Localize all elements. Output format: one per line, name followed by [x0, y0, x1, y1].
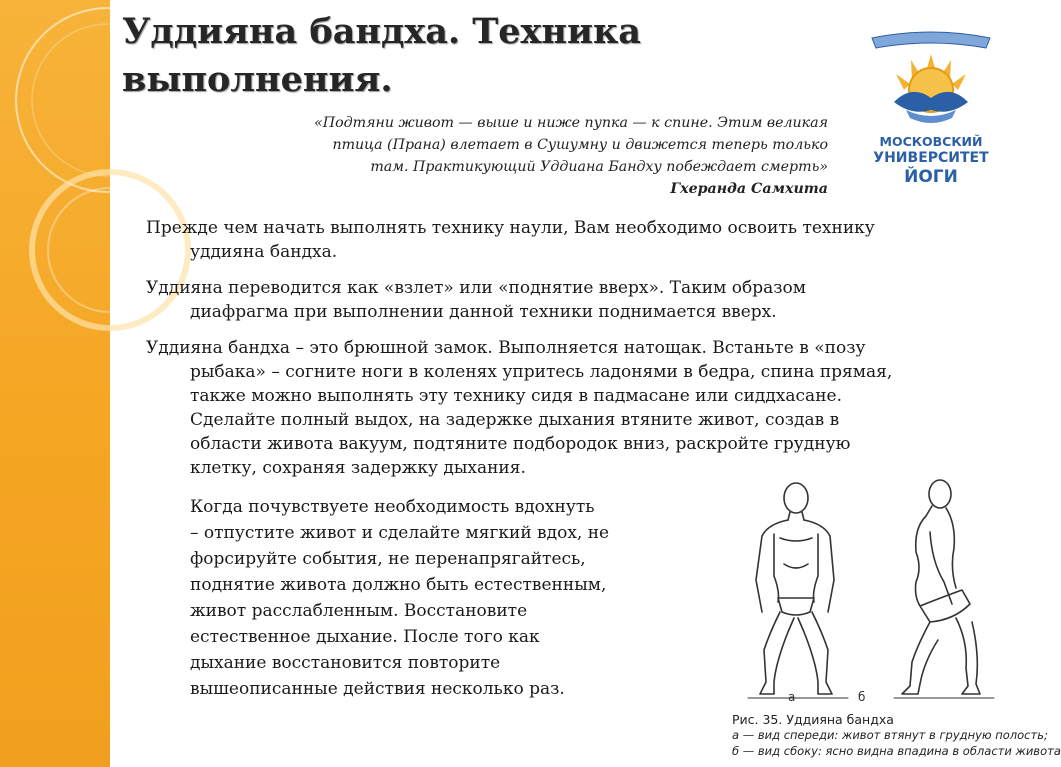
paragraph-recovery-line-1: Когда почувствуете необходимость вдохнуть: [190, 497, 595, 517]
paragraph-intro-line-2: уддияна бандха.: [190, 242, 338, 262]
paragraph-recovery-line-3: форсируйте события, не перенапрягайтесь,: [190, 549, 586, 569]
paragraph-recovery-line-7: дыхание восстановится повторите: [190, 653, 501, 673]
logo-text-line-2: УНИВЕРСИТЕТ: [873, 150, 989, 166]
epigraph-line-1: «Подтяни живот — выше и ниже пупка — к спине. Этим великая: [314, 115, 828, 131]
epigraph-author: Гхеранда Самхита: [670, 181, 828, 197]
side-decoration-band: [0, 0, 110, 767]
paragraph-technique-line-3: также можно выполнять эту технику сидя в падмасане или сиддхасане.: [190, 386, 842, 406]
front-view-figure: [756, 483, 834, 694]
paragraph-recovery-line-6: естественное дыхание. После того как: [190, 627, 540, 647]
paragraph-technique-line-5: области живота вакуум, подтяните подбородок вниз, раскройте грудную: [190, 434, 851, 454]
uddiyana-figure: [718, 472, 1061, 764]
logo-emblem-icon: [866, 24, 996, 132]
paragraph-recovery-line-4: поднятие живота должно быть естественным,: [190, 575, 607, 595]
paragraph-recovery: [190, 494, 660, 702]
paragraph-technique-line-1: Уддияна бандха – это брюшной замок. Выполняется натощак. Встаньте в «позу: [146, 338, 866, 358]
figure-legend-a: а — вид спереди: живот втянут в грудную полость;: [732, 728, 1048, 742]
paragraph-intro: [146, 216, 976, 264]
title-line-1: Уддияна бандха. Техника: [122, 11, 641, 52]
paragraph-translation-line-2: диафрагма при выполнении данной техники поднимается вверх.: [190, 302, 777, 322]
title-line-2: выполнения.: [122, 59, 393, 100]
side-view-figure: [902, 480, 980, 694]
paragraph-technique-line-2: рыбака» – согните ноги в коленях упритесь ладонями в бедра, спина прямая,: [190, 362, 893, 382]
figure-legend-b: б — вид сбоку: ясно видна впадина в области живота: [732, 744, 1061, 758]
paragraph-translation: [146, 276, 976, 324]
paragraph-recovery-line-5: живот расслабленным. Восстановите: [190, 601, 528, 621]
slide-title: [122, 8, 822, 104]
epigraph-line-2: птица (Прана) влетает в Сушумну и движется теперь только: [332, 137, 828, 153]
paragraph-technique: [146, 336, 976, 480]
epigraph-quote: [200, 112, 828, 200]
figure-caption: Рис. 35. Уддияна бандха: [732, 712, 894, 727]
paragraph-recovery-line-2: – отпустите живот и сделайте мягкий вдох, не: [190, 523, 610, 543]
decorative-arcs: [0, 0, 110, 767]
paragraph-technique-line-4: Сделайте полный выдох, на задержке дыхания втяните живот, создав в: [190, 410, 840, 430]
figure-label-b: б: [858, 690, 866, 704]
logo-text-line-3: ЙОГИ: [904, 167, 958, 187]
uddiyana-illustration: [718, 472, 1014, 707]
university-logo: [866, 24, 996, 194]
figure-label-a: а: [788, 690, 796, 704]
paragraph-intro-line-1: Прежде чем начать выполнять технику наули, Вам необходимо освоить технику: [146, 218, 875, 238]
epigraph-line-3: там. Практикующий Уддиана Бандху побеждает смерть»: [370, 159, 828, 175]
paragraph-technique-line-6: клетку, сохраняя задержку дыхания.: [190, 458, 526, 478]
logo-text-line-1: МОСКОВСКИЙ: [879, 134, 983, 149]
paragraph-recovery-line-8: вышеописанные действия несколько раз.: [190, 679, 565, 699]
paragraph-translation-line-1: Уддияна переводится как «взлет» или «поднятие вверх». Таким образом: [146, 278, 806, 298]
